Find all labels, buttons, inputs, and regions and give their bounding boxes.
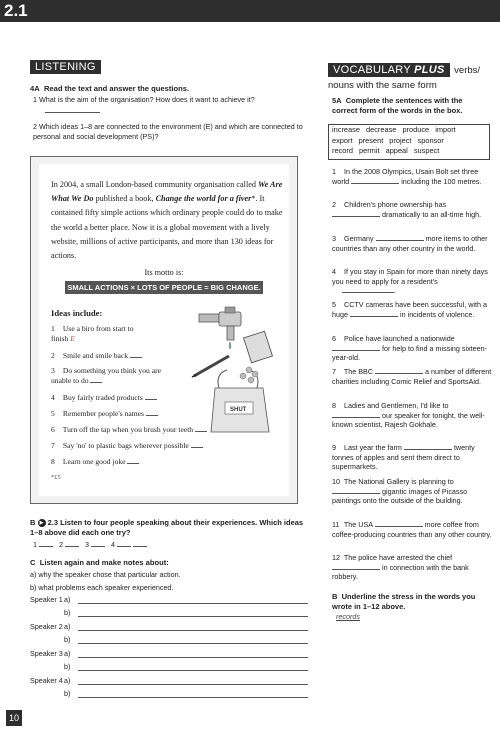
idea-answer-line[interactable] (191, 447, 203, 448)
q-b-instruction (30, 518, 305, 537)
coffee-box-icon (244, 331, 273, 363)
idea-number: 1 (51, 324, 55, 333)
sentence-7 (332, 367, 492, 386)
q-c-title: Listen again and make notes about: (39, 558, 169, 567)
motto-banner: SMALL ACTIONS × LOTS OF PEOPLE = BIG CHANGE. (65, 281, 263, 294)
sentence-number: 3 (332, 234, 336, 243)
example-word-text: records (336, 612, 360, 621)
sentence-12 (332, 553, 492, 582)
gap-line[interactable] (332, 493, 380, 494)
q-c-heading (30, 558, 169, 568)
answer-number: 3 (85, 540, 89, 549)
gap-line[interactable] (351, 183, 399, 184)
gap-line[interactable] (332, 569, 380, 570)
idea-text: Do something you think you are unable to do (51, 366, 161, 385)
notes-line[interactable] (78, 657, 308, 658)
idea-item-8 (51, 457, 241, 467)
vocabulary-subtitle-a: verbs/ (454, 65, 481, 76)
notes-line[interactable] (78, 603, 308, 604)
sentence-1 (332, 167, 492, 186)
bag-label: SHUT (230, 407, 247, 413)
audio-play-icon[interactable]: ▶ (38, 519, 46, 527)
gap-line[interactable] (332, 417, 380, 418)
idea-text: Remember people's names (62, 409, 144, 418)
sentence-10 (332, 477, 492, 506)
sentence-text-a: Last year the farm (344, 443, 402, 452)
answer-line[interactable] (91, 546, 105, 547)
q-b-text: Listen to four people speaking about their experiences. Which ideas 1–8 above did each one try? (30, 518, 304, 537)
idea-text: Turn off the tap when you brush your teeth (62, 425, 194, 434)
notes-line[interactable] (78, 616, 308, 617)
gap-line[interactable] (375, 373, 423, 374)
sentence-text-b: a number of different charities including Comic Relief and SportsAid. (332, 367, 492, 386)
sentence-text-a: The police have arrested the chief (343, 553, 453, 562)
idea-item-3 (51, 366, 161, 385)
speaker-label: Speaker 1 (30, 595, 63, 604)
answer-line[interactable] (133, 546, 147, 547)
unit-header-bar (0, 0, 500, 22)
sentence-text-a: Police have launched a nationwide (344, 334, 455, 343)
gap-line[interactable] (332, 216, 380, 217)
sentence-text-a: The BBC (343, 367, 374, 376)
answer-number: 1 (33, 540, 37, 549)
coffee-bean-icon (252, 371, 258, 377)
idea-text: Smile and smile back (62, 351, 129, 360)
sentence-text-b: . (394, 286, 396, 296)
idea-answer-line[interactable] (90, 382, 102, 383)
sentence-text-b: in connection with the bank robbery. (332, 562, 469, 582)
gap-line[interactable] (404, 449, 452, 450)
intro-text-3: *. It contained fifty simple actions which ordinary people could do to make the world a better place. Now it is a global movement with a lively website, millions of active participants, and more than 130 ideas for actions. (51, 194, 283, 261)
tap-icon (199, 307, 241, 349)
plus-word: PLUS (414, 64, 445, 76)
coffee-bean-icon (248, 377, 254, 383)
idea-text: Use a biro from start to finish (51, 324, 134, 343)
sentence-3 (332, 234, 492, 253)
q4a-heading (30, 84, 189, 94)
q4a-question-2: 2 Which ideas 1–8 are connected to the environment (E) and which are connected to personal and social development (PS)? (33, 122, 303, 141)
sentence-text-b: for help to find a missing sixteen-year-old. (332, 343, 488, 363)
sentence-text-a: Ladies and Gentlemen, I'd like to (344, 401, 449, 410)
answer-number: 4 (111, 540, 115, 549)
sentence-number: 7 (332, 367, 336, 376)
footnote: *£5 (51, 474, 61, 481)
q-b-label: B (30, 518, 36, 527)
sentence-text-b: dramatically to an all-time high. (382, 209, 482, 219)
vocab-b-instruction (332, 592, 492, 611)
q5a-label: 5A (332, 96, 342, 105)
idea-number: 5 (51, 409, 55, 418)
coffee-bean-icon (240, 373, 246, 379)
ideas-title: Ideas include: (51, 308, 103, 318)
idea-answer-line[interactable] (145, 399, 157, 400)
sentence-9 (332, 443, 492, 472)
b-label: b) (64, 608, 71, 617)
sentence-number: 9 (332, 443, 336, 452)
a-label: a) (64, 649, 71, 658)
intro-text-2: published a book, (95, 194, 154, 204)
sentence-number: 6 (332, 334, 336, 343)
a-label: a) (64, 622, 71, 631)
q4a-label: 4A (30, 84, 40, 93)
idea-item-1 (51, 324, 151, 343)
sentence-text-b: more items to other countries than any other country in the world. (332, 234, 488, 253)
idea-text: Say 'no' to plastic bags wherever possible (62, 441, 189, 450)
q4a-title: Read the text and answer the questions. (43, 84, 190, 93)
answer-line[interactable] (65, 546, 79, 547)
answer-line[interactable] (39, 546, 53, 547)
word-box-row: export present project sponsor (332, 135, 444, 145)
notes-line[interactable] (78, 643, 308, 644)
reading-text-panel (39, 164, 289, 496)
a-label: a) (64, 595, 71, 604)
sentence-4 (332, 267, 492, 296)
answer-number: 2 (59, 540, 63, 549)
sentence-text-b: more coffee from coffee-producing countries than any other country. (332, 520, 492, 539)
q-c-label: C (30, 558, 36, 567)
q-c-prompt-a: a) why the speaker chose that particular action. (30, 570, 181, 579)
idea-text: Learn one good joke (62, 457, 126, 466)
reading-text-box (30, 156, 298, 504)
book-title: Change the world for a fiver (155, 194, 252, 204)
sentence-text-a: If you stay in Spain for more than ninety days you need to apply for a resident's (332, 267, 488, 286)
q5a-title: Complete the sentences with the correct form of the words in the box. (332, 96, 463, 115)
page-number: 10 (6, 710, 22, 726)
sentence-2 (332, 200, 492, 219)
b-label: b) (64, 662, 71, 671)
sentence-text-b: including the 100 metres. (401, 176, 482, 186)
gap-line[interactable] (350, 316, 398, 317)
listening-heading: LISTENING (30, 60, 101, 74)
idea-answer-line[interactable] (146, 415, 158, 416)
sentence-text-a: In the 2008 Olympics, Usain Bolt set three world (332, 167, 479, 186)
vocabulary-word: VOCABULARY (333, 64, 411, 76)
gap-line[interactable] (342, 292, 394, 293)
sentence-text-a: The USA (343, 520, 373, 529)
sentence-8 (332, 401, 492, 430)
notes-line[interactable] (78, 697, 308, 698)
sentence-number: 11 (332, 520, 340, 529)
sentence-number: 12 (332, 553, 340, 562)
vocab-b-label: B (332, 592, 338, 601)
b-label: b) (64, 689, 71, 698)
sentence-number: 10 (332, 477, 340, 486)
answer-line[interactable] (45, 112, 100, 113)
notes-line[interactable] (78, 684, 308, 685)
sentence-number: 2 (332, 200, 336, 209)
notes-line[interactable] (78, 670, 308, 671)
sentence-text-a: CCTV cameras have been successful, with a huge (332, 300, 488, 319)
intro-text-1: In 2004, a small London-based community organisation called (51, 180, 256, 189)
idea-text: Buy fairly traded products (62, 393, 143, 402)
q-b-answer-row (33, 540, 147, 550)
idea-number: 4 (51, 393, 55, 402)
sentence-text-b: gigantic images of Picasso paintings onto the outside of the building. (332, 486, 468, 506)
answer-line[interactable] (117, 546, 131, 547)
sentence-6 (332, 334, 492, 363)
word-box (328, 124, 490, 160)
idea-tag-handwritten: E (70, 333, 75, 343)
vocabulary-subtitle-b: nouns with the same form (328, 80, 437, 91)
word-box-row: increase decrease produce import (332, 125, 456, 134)
pen-icon (192, 356, 229, 377)
notes-line[interactable] (78, 630, 308, 631)
a-label: a) (64, 676, 71, 685)
idea-number: 7 (51, 441, 55, 450)
sentence-text-a: The National Gallery is planning to (343, 477, 454, 486)
speaker-label: Speaker 3 (30, 649, 63, 658)
sentence-number: 1 (332, 167, 336, 176)
idea-item-7 (51, 441, 281, 451)
idea-answer-line[interactable] (127, 463, 139, 464)
b-label: b) (64, 635, 71, 644)
idea-number: 6 (51, 425, 55, 434)
q4a-question-1: 1 What is the aim of the organisation? How does it want to achieve it? (33, 95, 255, 104)
intro-paragraph (51, 178, 283, 263)
gap-line[interactable] (376, 240, 424, 241)
ideas-illustration (189, 304, 287, 434)
q5a-instruction (332, 96, 487, 115)
sentence-5 (332, 300, 492, 319)
organisation-name: We Are What We Do (51, 180, 283, 204)
idea-answer-line[interactable] (130, 357, 142, 358)
plastic-bag-icon (211, 370, 269, 432)
sentence-number: 8 (332, 401, 336, 410)
sentence-number: 5 (332, 300, 336, 309)
sentence-text-a: Germany (344, 234, 374, 243)
vocabulary-heading (328, 60, 493, 91)
unit-number: 2.1 (4, 1, 28, 20)
sentence-text-b: twenty tonnes of apples and sent them direct to supermarkets. (332, 443, 475, 472)
vocab-b-text: Underline the stress in the words you wrote in 1–12 above. (332, 592, 476, 611)
vocabulary-title (328, 63, 450, 77)
sentence-text-b: our speaker for tonight, the well-known scientist, Rajesh Gokhale. (332, 410, 485, 430)
idea-number: 2 (51, 351, 55, 360)
idea-number: 8 (51, 457, 55, 466)
idea-number: 3 (51, 366, 55, 375)
gap-line[interactable] (332, 350, 380, 351)
motto-intro: Its motto is: (144, 268, 184, 277)
sentence-11 (332, 520, 492, 539)
sentence-number: 4 (332, 267, 336, 276)
coffee-bean-icon (246, 367, 252, 373)
q-c-prompt-b: b) what problems each speaker experienced. (30, 583, 174, 592)
speaker-label: Speaker 4 (30, 676, 63, 685)
sentence-text-a: Children's phone ownership has (344, 200, 447, 209)
example-word (336, 612, 360, 622)
speaker-label: Speaker 2 (30, 622, 63, 631)
sentence-text-b: in incidents of violence. (400, 309, 475, 319)
word-box-row: record permit appeal suspect (332, 146, 440, 156)
audio-track-number: 2.3 (47, 518, 59, 527)
gap-line[interactable] (375, 526, 423, 527)
